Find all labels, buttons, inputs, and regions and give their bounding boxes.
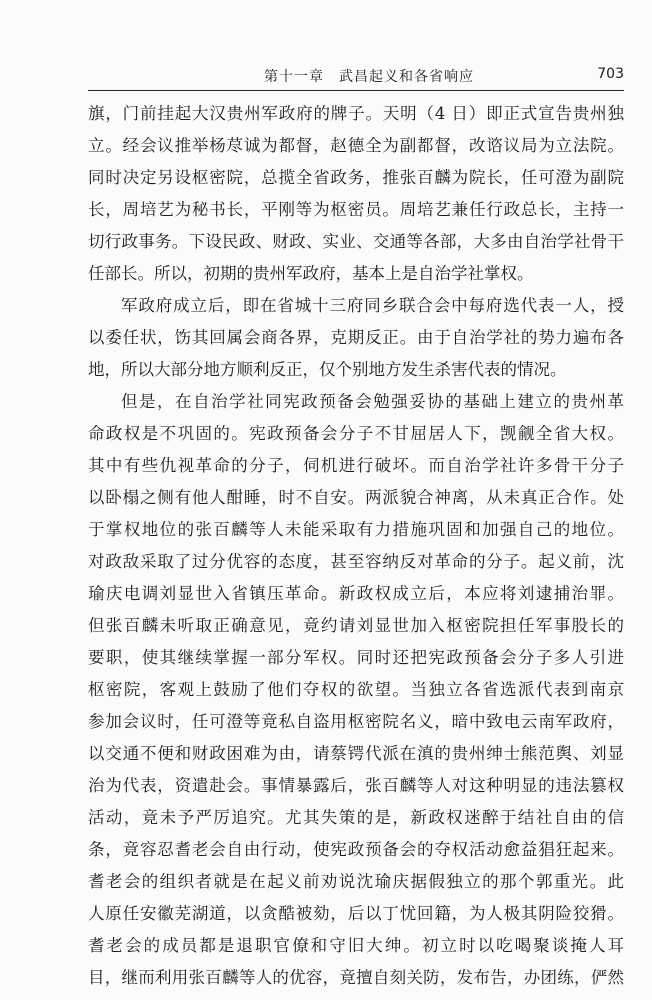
text-line: 耆老会的组织者就是在起义前劝说沈瑜庆据假独立的那个郭重光。此	[88, 872, 624, 891]
text-line: 任部长。所以，初期的贵州军政府，基本上是自治学社掌权。	[88, 264, 534, 283]
chapter-title: 第十一章 武昌起义和各省响应	[264, 69, 474, 85]
text-line: 切行政事务。下设民政、财政、实业、交通等各部，大多由自治学社骨干	[88, 232, 624, 251]
text-line: 要职，使其继续掌握一部分军权。同时还把宪政预备会分子多人引进	[88, 648, 624, 667]
text-line: 以卧榻之侧有他人酣睡，时不自安。两派貌合神离，从未真正合作。处	[88, 488, 624, 507]
text-line: 耆老会的成员都是退职官僚和守旧大绅。初立时以吃喝聚谈掩人耳	[88, 936, 624, 955]
text-line: 其中有些仇视革命的分子，伺机进行破坏。而自治学社许多骨干分子	[88, 456, 624, 475]
text-line: 立。经会议推举杨荩诚为都督，赵德全为副都督，改谘议局为立法院。	[88, 136, 624, 155]
text-line: 人原任安徽芜湖道，以贪酷被劾，后以丁忧回籍，为人极其阴险狡猾。	[88, 904, 624, 923]
text-line: 活动，竟未予严厉追究。尤其失策的是，新政权迷醉于结社自由的信	[88, 808, 624, 827]
text-line: 以委任状，饬其回属会商各界，克期反正。由于自治学社的势力遍布各	[88, 328, 624, 347]
text-line: 条，竟容忍耆老会自由行动，使宪政预备会的夺权活动愈益猖狂起来。	[88, 840, 624, 859]
text-line: 命政权是不巩固的。宪政预备会分子不甘屈居人下，觊觎全省大权。	[88, 424, 624, 443]
text-line: 瑜庆电调刘显世入省镇压革命。新政权成立后，本应将刘逮捕治罪。	[88, 584, 624, 603]
text-line: 以交通不便和财政困难为由，请蔡锷代派在滇的贵州绅士熊范舆、刘显	[88, 744, 624, 763]
text-line: 枢密院，客观上鼓励了他们夺权的欲望。当独立各省选派代表到南京	[88, 680, 624, 699]
text-line: 于掌权地位的张百麟等人未能采取有力措施巩固和加强自己的地位。	[88, 520, 624, 539]
text-line: 军政府成立后，即在省城十三府同乡联合会中每府选代表一人，授	[121, 296, 624, 315]
text-line: 但张百麟未听取正确意见，竟约请刘显世加入枢密院担任军事股长的	[88, 616, 624, 635]
text-line: 地，所以大部分地方顺利反正，仅个别地方发生杀害代表的情况。	[88, 360, 567, 379]
page-number: 703	[597, 66, 624, 82]
text-line: 对政敌采取了过分优容的态度，甚至容纳反对革命的分子。起义前，沈	[88, 552, 624, 571]
text-line: 目，继而利用张百麟等人的优容，竟擅自刻关防，发布告，办团练，俨然	[88, 968, 624, 987]
text-line: 同时决定另设枢密院，总揽全省政务，推张百麟为院长，任可澄为副院	[88, 168, 624, 187]
running-header	[88, 64, 624, 91]
text-line: 旗，门前挂起大汉贵州军政府的牌子。天明（4 日）即正式宣告贵州独	[88, 104, 624, 123]
text-line: 长，周培艺为秘书长，平刚等为枢密员。周培艺兼任行政总长，主持一	[88, 200, 624, 219]
text-line: 但是，在自治学社同宪政预备会勉强妥协的基础上建立的贵州革	[121, 392, 624, 411]
text-line: 参加会议时，任可澄等竟私自盗用枢密院名义，暗中致电云南军政府，	[88, 712, 624, 731]
text-line: 治为代表，资遣赴会。事情暴露后，张百麟等人对这种明显的违法篡权	[88, 776, 624, 795]
